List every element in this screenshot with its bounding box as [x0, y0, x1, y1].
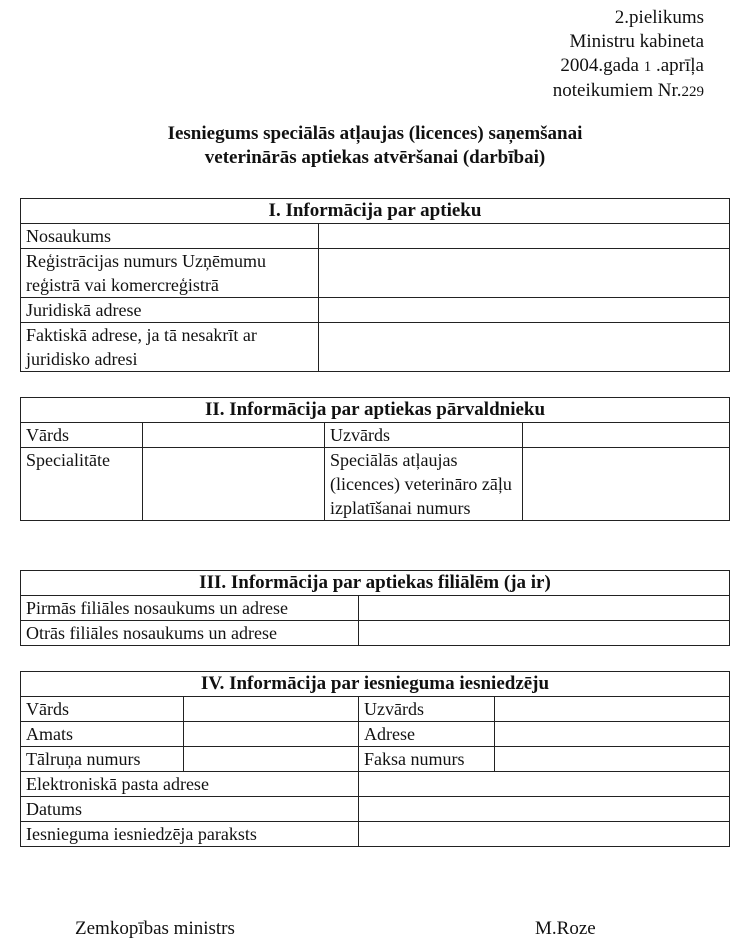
manager-name-field[interactable] — [143, 423, 325, 448]
annex-regulation-number: 229 — [681, 84, 704, 100]
registration-number-label: Reģistrācijas numurs Uzņēmumu reģistrā vai komercreģistrā — [21, 249, 319, 298]
applicant-info-table — [20, 671, 730, 847]
applicant-fax-label: Faksa numurs — [359, 747, 495, 772]
section-4-heading: IV. Informācija par iesnieguma iesniedzēju — [21, 672, 730, 697]
branch-1-label: Pirmās filiāles nosaukums un adrese — [21, 596, 359, 621]
minister-name: M.Roze — [535, 918, 596, 939]
applicant-fax-field[interactable] — [495, 747, 730, 772]
manager-name-label: Vārds — [21, 423, 143, 448]
pharmacy-name-label: Nosaukums — [21, 224, 319, 249]
section-2-heading: II. Informācija par aptiekas pārvaldnieku — [21, 398, 730, 423]
branch-2-field[interactable] — [359, 621, 730, 646]
manager-info-table — [20, 397, 730, 521]
actual-address-label: Faktiskā adrese, ja tā nesakrīt ar juridisko adresi — [21, 323, 319, 372]
annex-regulation-prefix: noteikumiem Nr. — [552, 80, 682, 101]
annex-cabinet: Ministru kabineta — [569, 31, 704, 52]
applicant-signature-field[interactable] — [359, 822, 730, 847]
annex-date-year: 2004.gada — [560, 55, 644, 76]
annex-header — [553, 6, 704, 104]
manager-specialty-label: Specialitāte — [21, 448, 143, 521]
applicant-signature-label: Iesnieguma iesniedzēja paraksts — [21, 822, 359, 847]
registration-number-field[interactable] — [319, 249, 730, 298]
pharmacy-info-table — [20, 198, 730, 372]
applicant-position-label: Amats — [21, 722, 184, 747]
branches-info-table — [20, 570, 730, 646]
annex-date-month: .aprīļa — [651, 55, 704, 76]
applicant-address-field[interactable] — [495, 722, 730, 747]
section-1-heading: I. Informācija par aptieku — [21, 199, 730, 224]
manager-license-label: Speciālās atļaujas (licences) veterināro zāļu izplatīšanai numurs — [325, 448, 523, 521]
applicant-date-field[interactable] — [359, 797, 730, 822]
applicant-position-field[interactable] — [184, 722, 359, 747]
applicant-name-label: Vārds — [21, 697, 184, 722]
manager-surname-field[interactable] — [523, 423, 730, 448]
title-line-1: Iesniegums speciālās atļaujas (licences) saņemšanai — [167, 123, 583, 144]
title-line-2: veterinārās aptiekas atvēršanai (darbībai) — [204, 147, 546, 168]
applicant-surname-label: Uzvārds — [359, 697, 495, 722]
section-3-heading: III. Informācija par aptiekas filiālēm (ja ir) — [21, 571, 730, 596]
applicant-surname-field[interactable] — [495, 697, 730, 722]
annex-date-day: 1 — [643, 59, 652, 75]
legal-address-label: Juridiskā adrese — [21, 298, 319, 323]
applicant-email-field[interactable] — [359, 772, 730, 797]
manager-license-field[interactable] — [523, 448, 730, 521]
branch-1-field[interactable] — [359, 596, 730, 621]
actual-address-field[interactable] — [319, 323, 730, 372]
applicant-email-label: Elektroniskā pasta adrese — [21, 772, 359, 797]
applicant-name-field[interactable] — [184, 697, 359, 722]
document-title — [0, 122, 750, 170]
branch-2-label: Otrās filiāles nosaukums un adrese — [21, 621, 359, 646]
minister-title: Zemkopības ministrs — [75, 918, 235, 939]
manager-surname-label: Uzvārds — [325, 423, 523, 448]
applicant-phone-field[interactable] — [184, 747, 359, 772]
applicant-address-label: Adrese — [359, 722, 495, 747]
legal-address-field[interactable] — [319, 298, 730, 323]
applicant-phone-label: Tālruņa numurs — [21, 747, 184, 772]
applicant-date-label: Datums — [21, 797, 359, 822]
manager-specialty-field[interactable] — [143, 448, 325, 521]
pharmacy-name-field[interactable] — [319, 224, 730, 249]
annex-regulation — [553, 79, 704, 104]
annex-date — [553, 54, 704, 79]
annex-number: 2.pielikums — [614, 7, 704, 28]
